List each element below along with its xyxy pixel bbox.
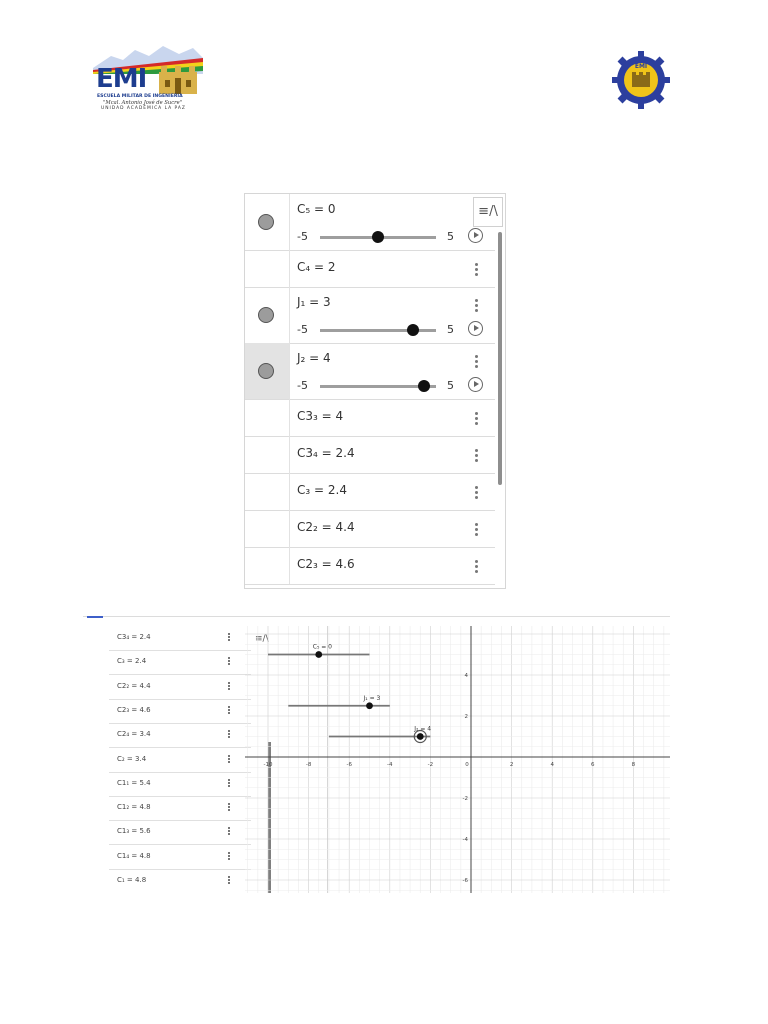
visibility-toggle[interactable] <box>245 510 290 547</box>
x-tick-label: 8 <box>631 762 636 768</box>
x-tick-label: 6 <box>591 762 595 768</box>
visibility-dot-icon[interactable] <box>258 214 274 230</box>
x-tick-label: -8 <box>305 762 312 768</box>
algebra-row[interactable] <box>245 399 495 437</box>
algebra-row-small[interactable] <box>109 772 251 797</box>
visibility-toggle[interactable] <box>245 473 290 510</box>
algebra-row-label: C3₃ = 4 <box>297 409 344 423</box>
slider-min: -5 <box>297 323 308 336</box>
slider-knob[interactable] <box>418 380 430 392</box>
more-options-icon[interactable] <box>228 803 231 812</box>
algebra-row-small[interactable] <box>109 820 251 845</box>
more-options-icon[interactable] <box>475 560 479 575</box>
slider-max: 5 <box>447 323 454 336</box>
y-tick-label: 2 <box>464 714 468 720</box>
seal-text: EMI <box>634 63 648 70</box>
x-tick-label: -6 <box>346 762 352 768</box>
visibility-toggle[interactable] <box>245 250 290 287</box>
algebra-row[interactable] <box>245 194 495 251</box>
x-tick-label: 4 <box>550 762 554 768</box>
more-options-icon[interactable] <box>228 682 231 691</box>
y-tick-label: -6 <box>462 878 468 884</box>
algebra-row[interactable] <box>245 343 495 400</box>
algebra-row-label: C₃ = 2.4 <box>117 657 147 666</box>
slider[interactable] <box>297 229 487 245</box>
algebra-row-label: C₁ = 4.8 <box>117 876 147 884</box>
algebra-row-label: C3₄ = 2.4 <box>297 446 355 460</box>
algebra-row[interactable] <box>245 436 495 474</box>
more-options-icon[interactable] <box>475 486 479 501</box>
slider[interactable] <box>297 378 487 394</box>
graph-slider-knob[interactable] <box>366 702 373 709</box>
visibility-dot-icon[interactable] <box>258 363 274 379</box>
more-options-icon[interactable] <box>228 730 231 739</box>
algebra-row-label: C₂ = 3.4 <box>117 754 147 763</box>
graph-slider-label: J₁ = 3 <box>363 694 381 702</box>
emi-logo <box>93 44 203 110</box>
algebra-row-label: C1₂ = 4.8 <box>117 803 151 812</box>
logo-line2: "Mcal. Antonio José de Sucre" <box>103 100 183 106</box>
algebra-row-small[interactable] <box>109 675 251 700</box>
algebra-row[interactable] <box>245 473 495 511</box>
more-options-icon[interactable] <box>228 827 231 836</box>
algebra-row-label: C3₄ = 2.4 <box>117 633 151 641</box>
slider-knob[interactable] <box>372 231 384 243</box>
y-tick-label: 4 <box>464 673 468 679</box>
logo-line3: UNIDAD ACADÉMICA LA PAZ <box>101 106 186 111</box>
visibility-toggle[interactable] <box>245 547 290 584</box>
algebra-row-small[interactable] <box>109 723 251 748</box>
algebra-row-small[interactable] <box>109 796 251 821</box>
algebra-row-small[interactable] <box>109 650 251 675</box>
more-options-icon[interactable] <box>475 412 479 427</box>
toolbar-divider <box>83 616 670 617</box>
algebra-row-label: C2₃ = 4.6 <box>297 557 355 571</box>
algebra-row[interactable] <box>245 547 495 585</box>
visibility-toggle[interactable] <box>245 194 290 250</box>
algebra-row-label: J₁ = 3 <box>297 295 331 309</box>
algebra-row[interactable] <box>245 510 495 548</box>
more-options-icon[interactable] <box>475 449 479 464</box>
algebra-row-small[interactable] <box>109 626 251 651</box>
x-tick-label: -10 <box>263 762 273 768</box>
algebra-row-label: C1₄ = 4.8 <box>117 851 151 860</box>
slider-knob[interactable] <box>407 324 419 336</box>
emi-gear-seal-icon <box>611 50 671 110</box>
more-options-icon[interactable] <box>475 355 479 370</box>
algebra-view <box>244 193 506 589</box>
more-options-icon[interactable] <box>228 706 231 715</box>
x-tick-label: 0 <box>465 762 469 768</box>
more-options-icon[interactable] <box>228 852 231 861</box>
y-tick-label: -4 <box>462 837 468 843</box>
more-options-icon[interactable] <box>475 299 479 314</box>
algebra-row-label: C1₁ = 5.4 <box>117 778 151 787</box>
logo-emi-text: EMI <box>96 64 147 94</box>
algebra-row-small[interactable] <box>109 748 251 773</box>
y-tick-label: -2 <box>462 796 468 802</box>
graphics-view[interactable] <box>245 626 670 893</box>
play-icon[interactable] <box>468 228 483 243</box>
visibility-dot-icon[interactable] <box>258 307 274 323</box>
slider-min: -5 <box>297 379 308 392</box>
algebra-row-small[interactable] <box>109 869 251 893</box>
algebra-row-label: J₂ = 4 <box>297 351 331 365</box>
algebra-row[interactable] <box>245 287 495 344</box>
graph-slider-label: J₂ = 4 <box>414 725 432 733</box>
algebra-menu-icon[interactable]: ≡/\ <box>473 197 503 227</box>
x-tick-label: -4 <box>387 762 393 768</box>
visibility-toggle[interactable] <box>245 343 290 399</box>
algebra-row-label: C2₃ = 4.6 <box>117 705 151 714</box>
algebra-row-label: C2₂ = 4.4 <box>117 681 151 690</box>
algebra-row-small[interactable] <box>109 699 251 724</box>
algebra-row-label: C2₄ = 3.4 <box>117 730 151 739</box>
more-options-icon[interactable] <box>228 755 231 764</box>
slider-max: 5 <box>447 379 454 392</box>
slider-max: 5 <box>447 230 454 243</box>
graph-slider-knob[interactable] <box>315 651 322 658</box>
algebra-row-label: C₅ = 0 <box>297 202 336 216</box>
algebra-row-small[interactable] <box>109 845 251 870</box>
play-icon[interactable] <box>468 377 483 392</box>
active-tab-indicator <box>87 616 103 618</box>
more-options-icon[interactable] <box>228 633 231 642</box>
slider[interactable] <box>297 322 487 338</box>
algebra-menu-icon-small[interactable]: ≡/\ <box>255 634 269 644</box>
geogebra-screenshot <box>83 616 670 893</box>
algebra-row-label: C₃ = 2.4 <box>297 483 347 497</box>
x-tick-label: -2 <box>427 762 434 768</box>
play-icon[interactable] <box>468 321 483 336</box>
algebra-row-label: C2₂ = 4.4 <box>297 520 355 534</box>
more-options-icon[interactable] <box>475 263 479 278</box>
algebra-row-label: C1₃ = 5.6 <box>117 827 151 836</box>
more-options-icon[interactable] <box>228 876 231 885</box>
logo-line1: ESCUELA MILITAR DE INGENIERIA <box>97 94 183 99</box>
slider-min: -5 <box>297 230 308 243</box>
castle-icon <box>159 66 197 94</box>
more-options-icon[interactable] <box>475 523 479 538</box>
graph-slider-label: C₅ = 0 <box>312 643 333 651</box>
visibility-toggle[interactable] <box>245 287 290 343</box>
more-options-icon[interactable] <box>228 779 231 788</box>
visibility-toggle[interactable] <box>245 399 290 436</box>
visibility-toggle[interactable] <box>245 436 290 473</box>
algebra-row[interactable] <box>245 250 495 288</box>
algebra-scrollbar[interactable] <box>498 232 502 485</box>
graph-slider-knob[interactable] <box>417 733 424 740</box>
more-options-icon[interactable] <box>228 657 231 666</box>
x-tick-label: 2 <box>509 762 514 768</box>
algebra-row-label: C₄ = 2 <box>297 260 336 274</box>
